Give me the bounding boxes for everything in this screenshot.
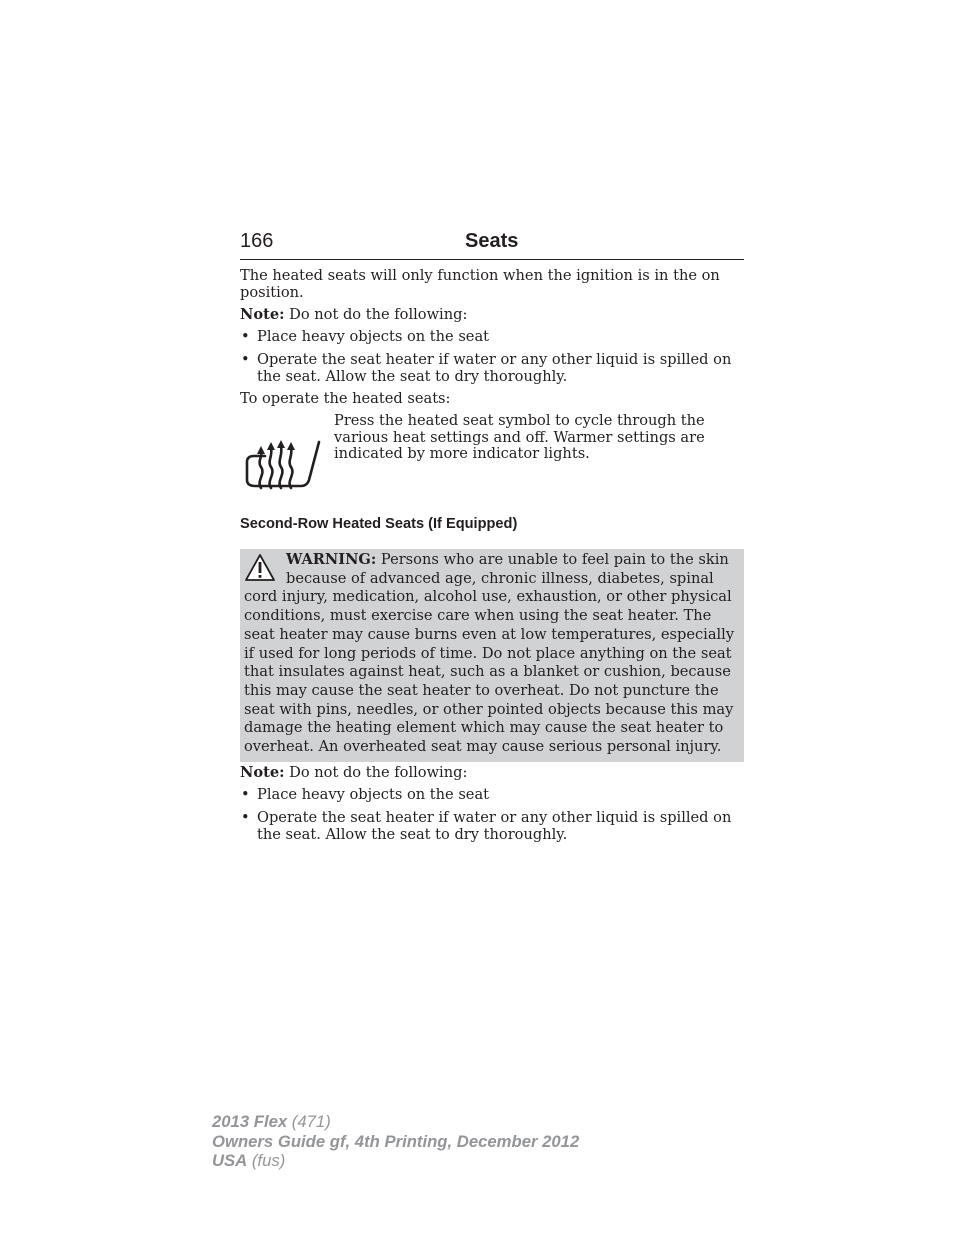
footer-model-code: (471) [287,1112,331,1131]
bullet-text: Place heavy objects on the seat [257,786,490,803]
page-footer [212,1112,579,1171]
page-header [240,228,744,260]
icon-caption: Press the heated seat symbol to cycle through the various heat settings and off. Warmer settings are indicated by more indicator lights. [334,412,705,462]
footer-market-line [212,1151,579,1171]
warning-box [240,549,744,762]
note-label: Note: [240,306,285,323]
warning-body: Persons who are unable to feel pain to the skin because of advanced age, chronic illness, diabetes, spinal cord injury, medication, alcohol use, exhaustion, or other physical conditions, must exercise care when using the seat heater. The seat heater may cause burns even at low temperatures, especially if used for long periods of time. Do not place anything on the seat that insulates against heat, such as a blanket or cushion, because this may cause the seat heater to overheat. Do not puncture the seat with pins, needles, or other pointed objects because this may damage the heating element which may cause the seat heater to overheat. An overheated seat may cause serious personal injury. [244,551,735,756]
bullet-marker: • [241,786,250,803]
intro-paragraph: The heated seats will only function when the ignition is in the on position. [240,267,720,301]
footer-guide-line: Owners Guide gf, 4th Printing, December 2012 [212,1131,580,1151]
bullet-text: Operate the seat heater if water or any other liquid is spilled on the seat. Allow the seat to dry thoroughly. [257,809,732,843]
note-label: Note: [240,764,285,781]
heated-seat-icon [243,436,321,490]
bullet-marker: • [241,809,250,826]
bullet-marker: • [241,351,250,368]
footer-market-code: (fus) [247,1151,286,1170]
note-text: Do not do the following: [284,306,468,323]
bullet-text: Operate the seat heater if water or any other liquid is spilled on the seat. Allow the seat to dry thoroughly. [257,351,732,385]
note-paragraph [240,307,744,324]
subheading: Second-Row Heated Seats (If Equipped) [240,516,518,532]
warning-label: WARNING: [286,551,377,568]
warning-text [244,551,742,757]
note-paragraph [240,765,744,782]
footer-model-line [212,1112,579,1132]
page-number: 166 [240,230,274,252]
footer-model: 2013 Flex [212,1112,288,1131]
note-text: Do not do the following: [284,764,468,781]
footer-market: USA [212,1151,248,1170]
bullet-marker: • [241,328,250,345]
bullet-text: Place heavy objects on the seat [257,328,490,345]
section-title: Seats [465,230,519,252]
operate-intro: To operate the heated seats: [240,390,451,407]
